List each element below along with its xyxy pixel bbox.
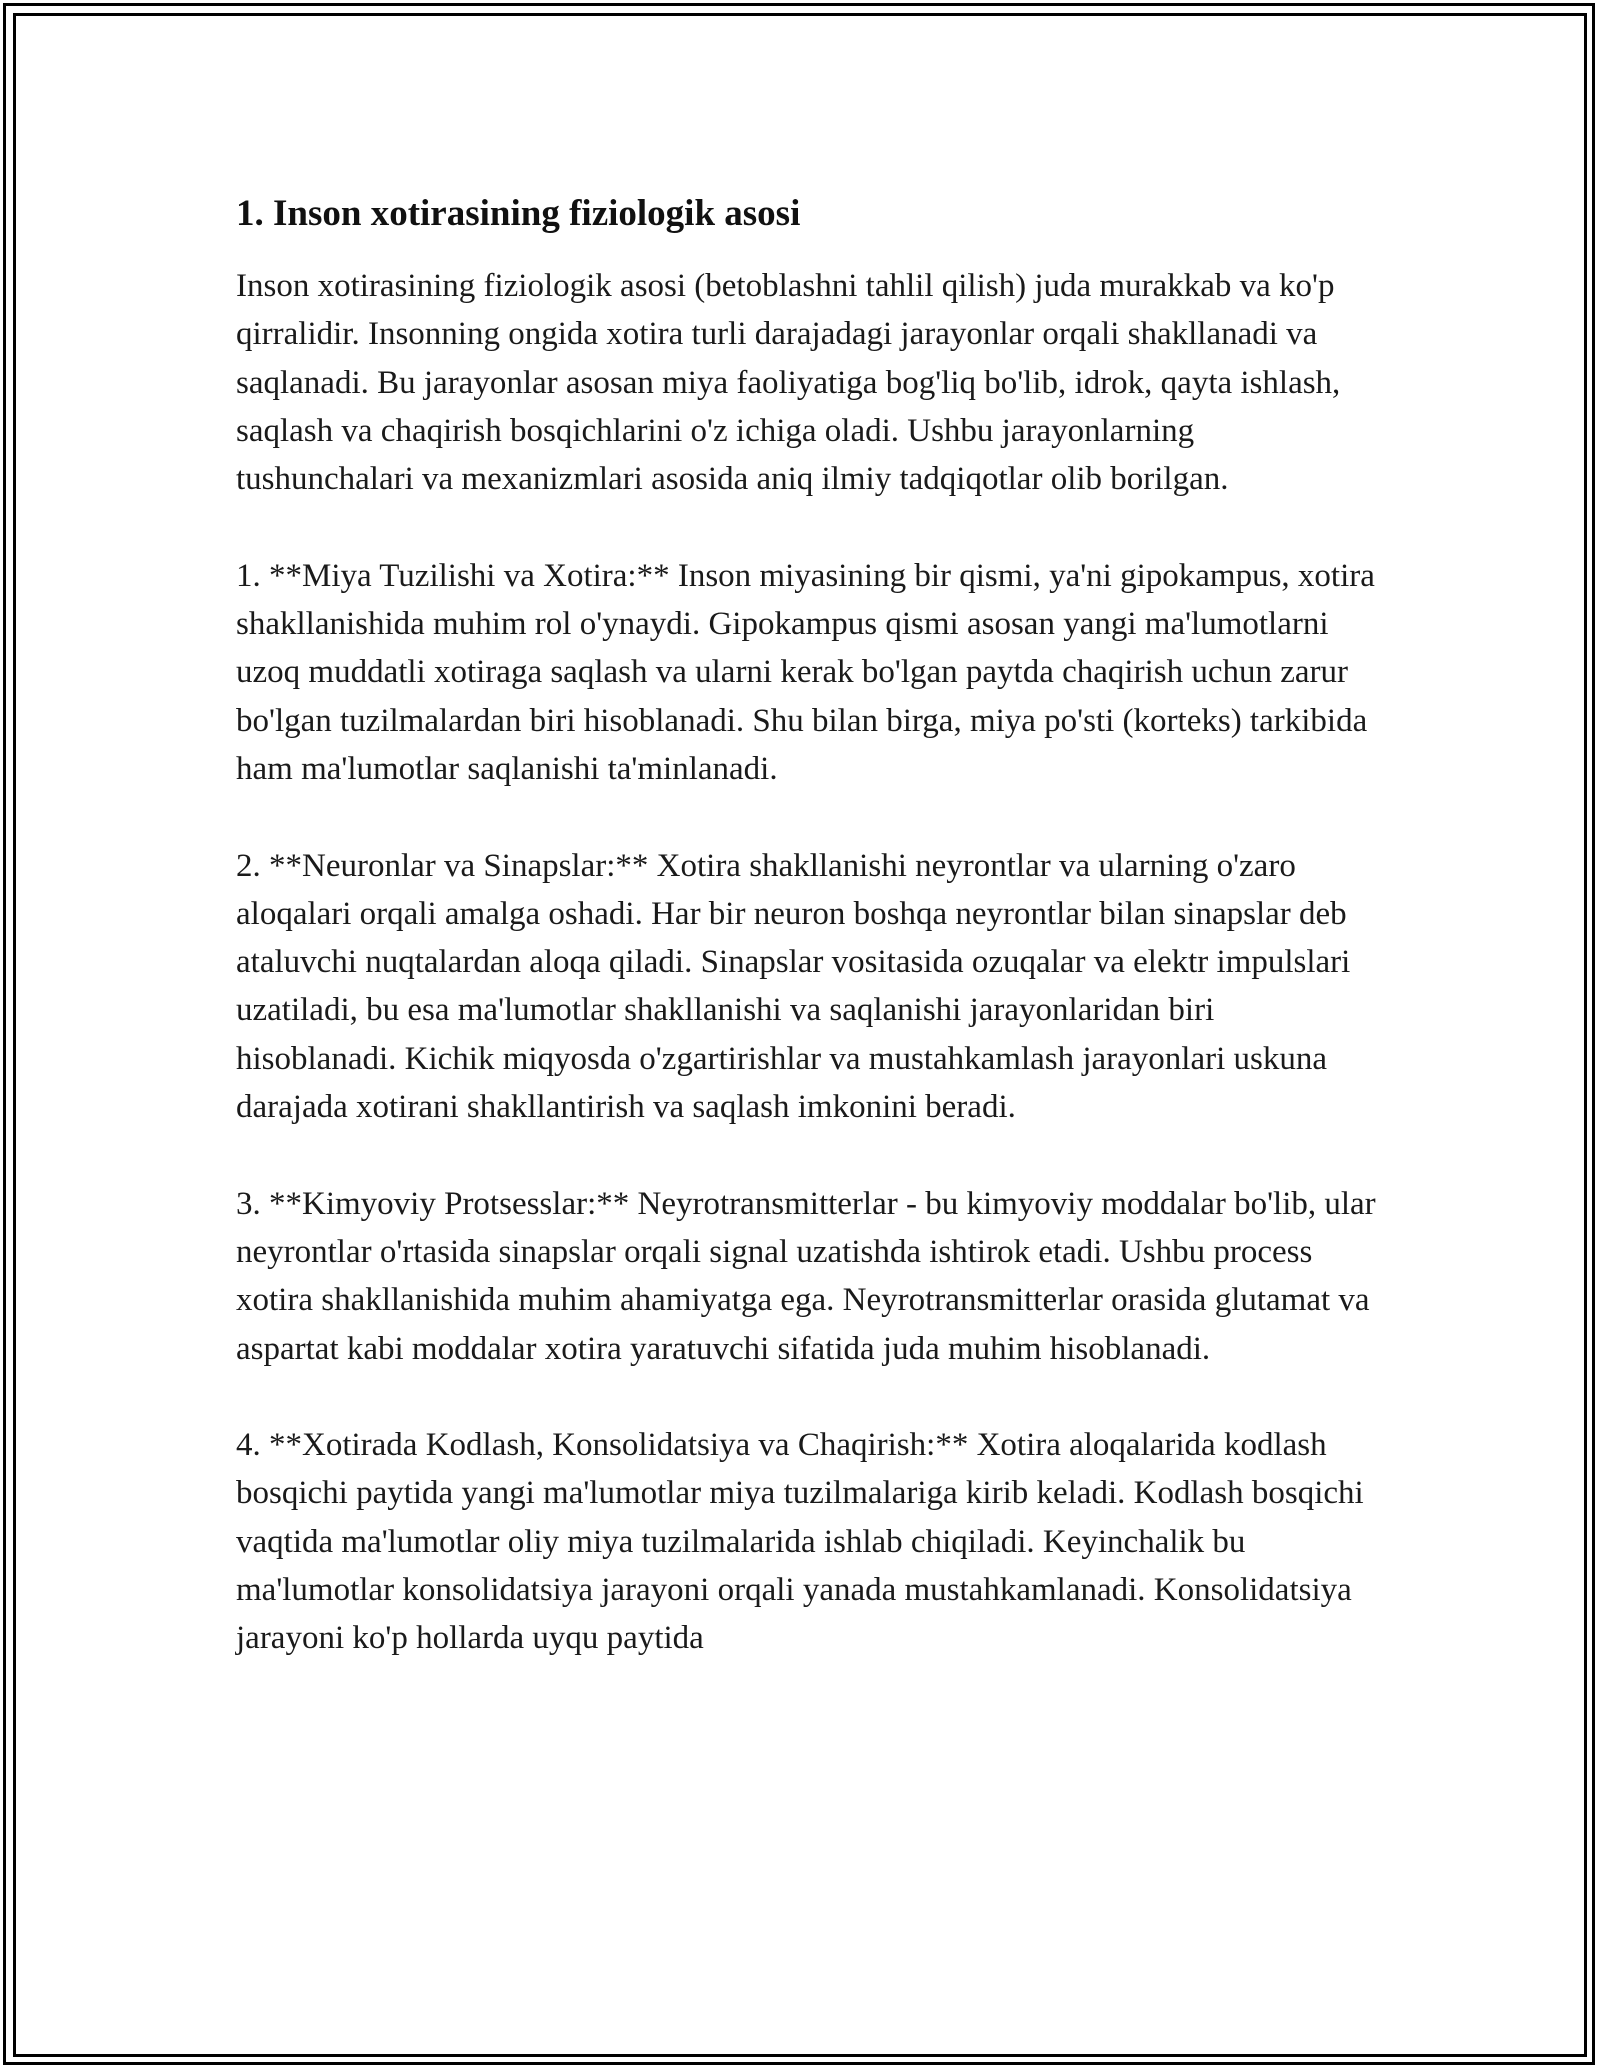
paragraph-encoding-consolidation: 4. **Xotirada Kodlash, Konsolidatsiya va Chaqirish:** Xotira aloqalarida kodlash bosqichi paytida yangi ma'lumotlar miya tuzilmalariga kirib keladi. Kodlash bosqichi vaqtida ma'lumotlar oliy miya tuzilmalarida ishlab chiqiladi. Keyinchalik bu ma'lumotlar konsolidatsiya jarayoni orqali yanada mustahkamlanadi. Konsolidatsiya jarayoni ko'p hollarda uyqu paytida	[236, 1427, 1364, 1657]
paragraph-neurons-synapses: 2. **Neuronlar va Sinapslar:** Xotira shakllanishi neyrontlar va ularning o'zaro aloqalari orqali amalga oshadi. Har bir neuron boshqa neyrontlar bilan sinapslar deb ataluvchi nuqtalardan aloqa qiladi. Sinapslar vositasida ozuqalar va elektr impulslari uzatiladi, bu esa ma'lumotlar shakllanishi va saqlanishi jarayonlaridan biri hisoblanadi. Kichik miqyosda o'zgartirishlar va mustahkamlash jarayonlari uskuna darajada xotirani shakllantirish va saqlash imkonini beradi.	[236, 847, 1351, 1126]
section-title: 1. Inson xotirasining fiziologik asosi	[236, 193, 801, 234]
intro-paragraph: Inson xotirasining fiziologik asosi (betoblashni tahlil qilish) juda murakkab va ko'p qirralidir. Insonning ongida xotira turli darajadagi jarayonlar orqali shakllanadi va saqlanadi. Bu jarayonlar asosan miya faoliyatiga bog'liq bo'lib, idrok, qayta ishlash, saqlash va chaqirish bosqichlarini o'z ichiga oladi. Ushbu jarayonlarning tushunchalari va mexanizmlari asosida aniq ilmiy tadqiqotlar olib borilgan.	[236, 268, 1341, 498]
paragraph-brain-structure: 1. **Miya Tuzilishi va Xotira:** Inson miyasining bir qismi, ya'ni gipokampus, xotira shakllanishida muhim rol o'ynaydi. Gipokampus qismi asosan yangi ma'lumotlarni uzoq muddatli xotiraga saqlash va ularni kerak bo'lgan paytda chaqirish uchun zarur bo'lgan tuzilmalardan biri hisoblanadi. Shu bilan birga, miya po'sti (korteks) tarkibida ham ma'lumotlar saqlanishi ta'minlanadi.	[236, 557, 1375, 787]
document-body	[236, 190, 1376, 1663]
paragraph-chemical-processes: 3. **Kimyoviy Protsesslar:** Neyrotransmitterlar - bu kimyoviy moddalar bo'lib, ular neyrontlar o'rtasida sinapslar orqali signal uzatishda ishtirok etadi. Ushbu process xotira shakllanishida muhim ahamiyatga ega. Neyrotransmitterlar orasida glutamat va aspartat kabi moddalar xotira yaratuvchi sifatida juda muhim hisoblanadi.	[236, 1185, 1376, 1367]
